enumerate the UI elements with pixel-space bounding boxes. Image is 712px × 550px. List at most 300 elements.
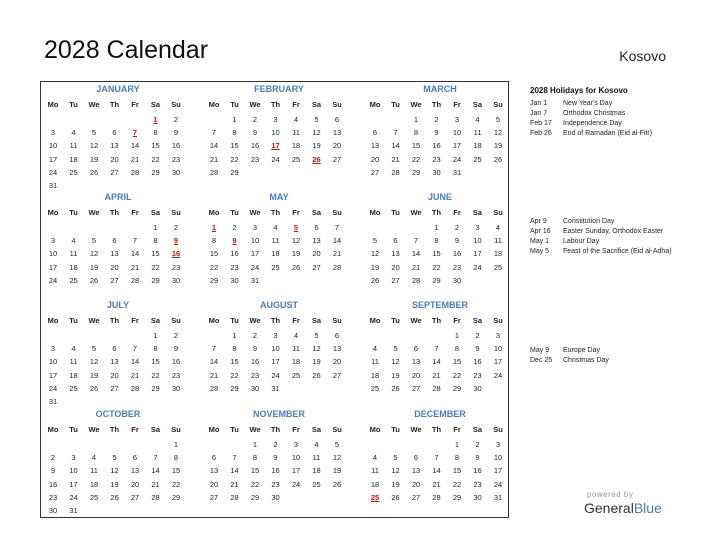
day-cell: 28 xyxy=(130,275,140,285)
day-cell: 5 xyxy=(495,115,501,124)
weekday-header: Fr xyxy=(453,100,461,109)
weekday-header: Tu xyxy=(230,316,239,325)
day-cell: 18 xyxy=(291,141,301,151)
day-cell: 2 xyxy=(50,453,56,463)
holiday-row xyxy=(530,109,700,119)
weekday-header: We xyxy=(88,208,100,217)
day-cell: 29 xyxy=(151,275,160,285)
day-cell: 19 xyxy=(89,262,99,272)
day-cell: 17 xyxy=(69,479,78,489)
day-cell: 28 xyxy=(209,383,219,393)
day-cell: 23 xyxy=(171,262,181,272)
day-cell: 10 xyxy=(48,249,58,259)
day-cell: 8 xyxy=(153,344,158,354)
day-cell: 21 xyxy=(230,479,239,489)
day-cell: 11 xyxy=(271,236,280,246)
month-name: DECEMBER xyxy=(414,409,466,419)
day-cell: 13 xyxy=(332,344,342,354)
day-cell: 20 xyxy=(312,249,321,259)
month-name: OCTOBER xyxy=(95,409,141,419)
day-cell: 21 xyxy=(130,370,140,380)
day-cell: 15 xyxy=(151,357,160,367)
day-cell: 31 xyxy=(271,383,280,393)
weekday-header: Fr xyxy=(292,425,300,434)
day-cell: 4 xyxy=(71,344,76,354)
day-cell: 8 xyxy=(454,453,460,463)
weekday-header: Fr xyxy=(131,425,139,434)
calendar-grid xyxy=(40,81,509,518)
day-cell: 26 xyxy=(312,370,321,380)
day-cell: 29 xyxy=(230,167,239,177)
day-cell: 7 xyxy=(413,236,419,246)
day-cell: 26 xyxy=(332,479,342,489)
day-cell: 23 xyxy=(452,262,462,272)
holiday-group xyxy=(530,346,700,366)
day-cell: 8 xyxy=(252,453,258,463)
weekday-header: We xyxy=(410,208,422,217)
day-cell: 6 xyxy=(132,453,138,463)
day-cell: 19 xyxy=(391,370,400,380)
day-cell: 15 xyxy=(209,249,219,259)
day-cell: 3 xyxy=(273,331,278,340)
day-cell: 22 xyxy=(432,262,441,272)
day-cell: 8 xyxy=(173,453,179,463)
weekday-header: Su xyxy=(332,100,342,109)
day-cell: 15 xyxy=(250,466,260,476)
day-cell: 2 xyxy=(173,115,179,124)
day-cell: 30 xyxy=(250,383,260,393)
day-cell: 7 xyxy=(232,453,237,463)
day-cell: 8 xyxy=(211,236,217,246)
day-cell: 4 xyxy=(71,236,76,246)
day-cell: 28 xyxy=(130,167,140,177)
day-cell: 12 xyxy=(391,466,400,476)
day-cell: 17 xyxy=(493,466,503,476)
day-cell: 30 xyxy=(473,383,482,393)
day-cell: 10 xyxy=(452,128,462,138)
month-name: NOVEMBER xyxy=(252,409,305,419)
month-name: MAY xyxy=(269,192,289,202)
weekday-header: Fr xyxy=(131,316,139,325)
day-cell: 27 xyxy=(209,492,219,502)
day-cell: 13 xyxy=(130,466,140,476)
day-cell: 16 xyxy=(452,249,462,259)
day-cell: 15 xyxy=(452,466,462,476)
day-cell: 20 xyxy=(370,154,380,164)
day-cell: 5 xyxy=(112,453,117,463)
day-cell: 1 xyxy=(434,223,439,232)
day-cell: 15 xyxy=(230,357,239,367)
holiday-name: Labour Day xyxy=(563,238,600,245)
weekday-header: Sa xyxy=(311,425,322,434)
weekday-header: We xyxy=(410,316,422,325)
brand-general: General xyxy=(584,500,634,516)
day-cell: 18 xyxy=(370,370,380,380)
day-cell: 12 xyxy=(89,357,99,367)
day-cell: 31 xyxy=(493,492,503,502)
day-cell: 27 xyxy=(312,262,321,272)
weekday-header: Fr xyxy=(292,316,300,325)
day-cell: 26 xyxy=(312,154,321,164)
day-cell: 9 xyxy=(434,128,439,138)
day-cell: 19 xyxy=(493,141,503,151)
day-cell: 1 xyxy=(232,331,237,340)
day-cell: 11 xyxy=(292,344,300,354)
day-cell: 1 xyxy=(153,115,158,124)
holiday-name: New Year's Day xyxy=(563,100,613,107)
day-cell: 20 xyxy=(411,370,421,380)
day-cell: 7 xyxy=(153,453,158,463)
day-cell: 20 xyxy=(391,262,400,272)
day-cell: 28 xyxy=(151,492,160,502)
day-cell: 27 xyxy=(110,167,119,177)
day-cell: 4 xyxy=(91,453,97,463)
day-cell: 20 xyxy=(130,479,140,489)
weekday-header: Th xyxy=(431,100,442,109)
weekday-header: Sa xyxy=(472,100,483,109)
day-cell: 3 xyxy=(495,331,501,340)
day-cell: 14 xyxy=(432,357,441,367)
holiday-date: Jan 1 xyxy=(530,100,548,107)
day-cell: 27 xyxy=(110,383,119,393)
day-cell: 16 xyxy=(250,357,260,367)
day-cell: 12 xyxy=(332,453,342,463)
day-cell: 25 xyxy=(370,383,380,393)
day-cell: 13 xyxy=(110,249,119,259)
weekday-header: Tu xyxy=(391,208,400,217)
day-cell: 3 xyxy=(475,223,480,232)
day-cell: 8 xyxy=(454,344,460,354)
day-cell: 4 xyxy=(495,223,501,232)
weekday-header: Tu xyxy=(230,208,239,217)
day-cell: 6 xyxy=(334,331,340,340)
day-cell: 19 xyxy=(391,479,400,489)
day-cell: 28 xyxy=(230,492,239,502)
day-cell: 3 xyxy=(293,440,299,449)
weekday-header: Mo xyxy=(208,316,220,325)
holiday-name: Christmas Day xyxy=(563,357,609,364)
day-cell: 25 xyxy=(69,167,78,177)
day-cell: 4 xyxy=(314,440,319,449)
day-cell: 30 xyxy=(473,492,482,502)
day-cell: 2 xyxy=(273,440,278,449)
day-cell: 18 xyxy=(473,141,482,151)
day-cell: 14 xyxy=(391,141,400,151)
day-cell: 19 xyxy=(312,357,321,367)
day-cell: 29 xyxy=(151,383,160,393)
day-cell: 28 xyxy=(411,275,421,285)
day-cell: 29 xyxy=(171,492,181,502)
weekday-header: Tu xyxy=(391,425,400,434)
day-cell: 18 xyxy=(291,357,301,367)
weekday-header: Sa xyxy=(150,208,161,217)
holiday-date: May 9 xyxy=(530,347,550,354)
day-cell: 9 xyxy=(475,344,480,354)
weekday-header: Mo xyxy=(47,208,59,217)
day-cell: 1 xyxy=(173,440,179,449)
day-cell: 25 xyxy=(69,383,78,393)
day-cell: 15 xyxy=(452,357,462,367)
holidays-title: 2028 Holidays for Kosovo xyxy=(530,86,628,95)
day-cell: 27 xyxy=(411,492,421,502)
holiday-name: Orthodox Christmas xyxy=(563,110,626,117)
day-cell: 6 xyxy=(211,453,217,463)
day-cell: 18 xyxy=(370,479,380,489)
day-cell: 10 xyxy=(48,141,58,151)
weekday-header: Fr xyxy=(292,208,300,217)
day-cell: 22 xyxy=(151,262,160,272)
holiday-row xyxy=(530,129,700,139)
day-cell: 2 xyxy=(475,440,480,449)
day-cell: 8 xyxy=(232,344,237,354)
day-cell: 3 xyxy=(50,128,56,138)
weekday-header: Mo xyxy=(47,425,59,434)
day-cell: 9 xyxy=(273,453,278,463)
day-cell: 2 xyxy=(252,115,258,124)
day-cell: 8 xyxy=(153,128,158,138)
holiday-row xyxy=(530,227,700,237)
month-name: FEBRUARY xyxy=(254,84,304,94)
day-cell: 17 xyxy=(271,357,280,367)
day-cell: 2 xyxy=(454,223,460,232)
day-cell: 25 xyxy=(493,262,503,272)
holiday-row xyxy=(530,346,700,356)
day-cell: 10 xyxy=(69,466,78,476)
day-cell: 14 xyxy=(209,357,219,367)
day-cell: 9 xyxy=(252,344,258,354)
weekday-header: We xyxy=(249,208,261,217)
day-cell: 23 xyxy=(473,479,482,489)
day-cell: 2 xyxy=(434,115,439,124)
day-cell: 10 xyxy=(48,357,58,367)
day-cell: 6 xyxy=(372,128,378,138)
day-cell: 22 xyxy=(171,479,181,489)
day-cell: 4 xyxy=(71,128,76,138)
weekday-header: Sa xyxy=(472,316,483,325)
day-cell: 25 xyxy=(291,154,301,164)
day-cell: 20 xyxy=(110,262,119,272)
day-cell: 21 xyxy=(432,370,441,380)
day-cell: 25 xyxy=(89,492,99,502)
day-cell: 20 xyxy=(332,357,342,367)
day-cell: 17 xyxy=(291,466,301,476)
day-cell: 31 xyxy=(69,506,78,515)
day-cell: 16 xyxy=(473,466,482,476)
day-cell: 23 xyxy=(171,370,181,380)
day-cell: 20 xyxy=(209,479,219,489)
day-cell: 18 xyxy=(312,466,321,476)
day-cell: 5 xyxy=(372,236,378,246)
day-cell: 24 xyxy=(69,492,78,502)
holiday-date: May 1 xyxy=(530,238,550,245)
brand-blue: Blue xyxy=(633,500,662,516)
day-cell: 17 xyxy=(271,141,280,151)
weekday-header: Su xyxy=(493,100,503,109)
day-cell: 7 xyxy=(132,236,138,246)
weekday-header: Su xyxy=(171,425,181,434)
day-cell: 12 xyxy=(291,236,301,246)
day-cell: 16 xyxy=(432,141,441,151)
day-cell: 14 xyxy=(151,466,160,476)
day-cell: 27 xyxy=(391,275,400,285)
day-cell: 26 xyxy=(89,383,99,393)
day-cell: 12 xyxy=(110,466,119,476)
weekday-header: Sa xyxy=(150,100,161,109)
day-cell: 20 xyxy=(110,370,119,380)
day-cell: 19 xyxy=(291,249,301,259)
day-cell: 16 xyxy=(171,141,181,151)
day-cell: 7 xyxy=(132,344,138,354)
day-cell: 6 xyxy=(413,453,419,463)
day-cell: 24 xyxy=(271,370,280,380)
weekday-header: Th xyxy=(270,208,281,217)
weekday-header: We xyxy=(410,100,422,109)
day-cell: 24 xyxy=(48,383,58,393)
day-cell: 25 xyxy=(271,262,280,272)
weekday-header: Th xyxy=(270,100,281,109)
day-cell: 21 xyxy=(411,262,421,272)
day-cell: 10 xyxy=(250,236,260,246)
day-cell: 28 xyxy=(130,383,140,393)
weekday-header: Th xyxy=(431,425,442,434)
day-cell: 27 xyxy=(110,275,119,285)
day-cell: 17 xyxy=(250,249,260,259)
powered-by-label: powered by xyxy=(587,490,634,499)
day-cell: 21 xyxy=(391,154,400,164)
day-cell: 26 xyxy=(391,492,400,502)
weekday-header: Tu xyxy=(391,100,400,109)
weekday-header: Tu xyxy=(391,316,400,325)
day-cell: 31 xyxy=(250,275,260,285)
day-cell: 7 xyxy=(334,223,340,232)
day-cell: 5 xyxy=(91,236,97,246)
page-title: 2028 Calendar xyxy=(44,36,209,64)
weekday-header: Tu xyxy=(69,316,78,325)
day-cell: 2 xyxy=(475,331,480,340)
day-cell: 25 xyxy=(69,275,78,285)
day-cell: 6 xyxy=(112,236,117,246)
day-cell: 6 xyxy=(334,115,340,124)
day-cell: 1 xyxy=(454,331,460,340)
month-name: JANUARY xyxy=(96,84,140,94)
month-name: APRIL xyxy=(104,192,132,202)
day-cell: 12 xyxy=(89,141,99,151)
day-cell: 10 xyxy=(271,344,280,354)
day-cell: 4 xyxy=(372,344,378,354)
day-cell: 8 xyxy=(434,236,439,246)
day-cell: 5 xyxy=(393,344,398,354)
day-cell: 26 xyxy=(291,262,301,272)
day-cell: 22 xyxy=(209,262,219,272)
day-cell: 24 xyxy=(493,479,503,489)
month-name: JULY xyxy=(106,300,130,310)
generalblue-logo[interactable] xyxy=(584,500,662,516)
weekday-header: Su xyxy=(493,208,503,217)
day-cell: 23 xyxy=(271,479,280,489)
day-cell: 23 xyxy=(230,262,239,272)
weekday-header: Th xyxy=(431,208,442,217)
day-cell: 11 xyxy=(473,128,482,138)
day-cell: 20 xyxy=(411,479,421,489)
holiday-row xyxy=(530,356,700,366)
month-name: JUNE xyxy=(427,192,452,202)
day-cell: 4 xyxy=(293,115,299,124)
weekday-header: Sa xyxy=(472,425,483,434)
day-cell: 26 xyxy=(89,275,99,285)
day-cell: 15 xyxy=(151,249,160,259)
day-cell: 4 xyxy=(372,453,378,463)
day-cell: 11 xyxy=(371,357,379,367)
day-cell: 7 xyxy=(211,344,217,354)
day-cell: 27 xyxy=(332,370,342,380)
day-cell: 16 xyxy=(171,249,181,259)
day-cell: 16 xyxy=(171,357,181,367)
day-cell: 27 xyxy=(370,167,380,177)
day-cell: 4 xyxy=(475,115,480,124)
weekday-header: Fr xyxy=(131,208,139,217)
day-cell: 22 xyxy=(230,154,239,164)
weekday-header: We xyxy=(88,316,100,325)
day-cell: 15 xyxy=(171,466,181,476)
holiday-date: Feb 17 xyxy=(530,120,552,127)
weekday-header: Sa xyxy=(472,208,483,217)
day-cell: 16 xyxy=(230,249,239,259)
weekday-header: Fr xyxy=(292,100,300,109)
weekday-header: Su xyxy=(332,425,342,434)
holiday-date: Dec 25 xyxy=(530,357,553,364)
holiday-name: Easter Sunday, Orthodox Easter xyxy=(563,228,664,235)
day-cell: 16 xyxy=(473,357,482,367)
day-cell: 30 xyxy=(48,506,58,515)
day-cell: 11 xyxy=(69,249,78,259)
day-cell: 6 xyxy=(112,344,117,354)
day-cell: 29 xyxy=(432,275,441,285)
day-cell: 5 xyxy=(334,440,340,449)
weekday-header: Su xyxy=(171,100,181,109)
weekday-header: Tu xyxy=(69,100,78,109)
holiday-date: Apr 9 xyxy=(530,218,547,225)
day-cell: 3 xyxy=(71,453,76,463)
day-cell: 15 xyxy=(411,141,421,151)
day-cell: 7 xyxy=(434,344,439,354)
day-cell: 17 xyxy=(48,370,58,380)
day-cell: 29 xyxy=(230,383,239,393)
day-cell: 12 xyxy=(89,249,99,259)
day-cell: 29 xyxy=(250,492,260,502)
day-cell: 22 xyxy=(452,479,462,489)
day-cell: 21 xyxy=(130,154,140,164)
weekday-header: Th xyxy=(431,316,442,325)
day-cell: 25 xyxy=(291,370,301,380)
holiday-date: May 5 xyxy=(530,248,550,255)
weekday-header: Mo xyxy=(208,425,220,434)
day-cell: 19 xyxy=(312,141,321,151)
weekday-header: Fr xyxy=(453,208,461,217)
day-cell: 21 xyxy=(209,154,219,164)
weekday-header: Th xyxy=(270,316,281,325)
month-name: AUGUST xyxy=(260,300,298,310)
day-cell: 21 xyxy=(130,262,140,272)
month-name: MARCH xyxy=(423,84,457,94)
day-cell: 9 xyxy=(232,236,237,246)
weekday-header: Mo xyxy=(369,100,381,109)
day-cell: 7 xyxy=(211,128,217,138)
day-cell: 19 xyxy=(89,370,99,380)
weekday-header: Sa xyxy=(150,425,161,434)
holiday-row xyxy=(530,217,700,227)
day-cell: 13 xyxy=(209,466,219,476)
day-cell: 27 xyxy=(332,154,342,164)
